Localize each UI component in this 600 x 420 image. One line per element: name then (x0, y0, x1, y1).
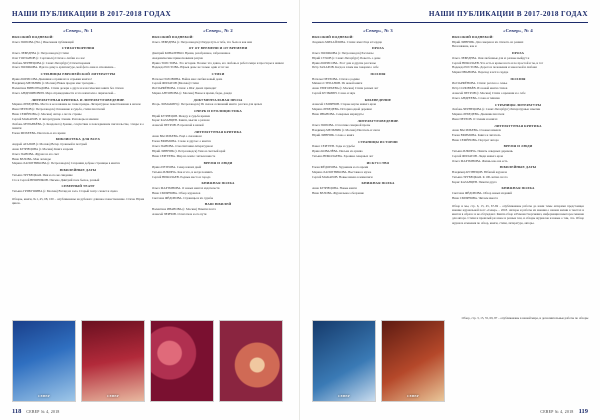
page-header-left: НАШИ ПУБЛИКАЦИИ В 2017-2018 ГОДАХ (12, 10, 172, 18)
entry: Иван ПЕТРОВ (г. Петрозаводск) Основание и судьба, стихи писателей (12, 107, 105, 112)
section-head: СТРАНИЦЫ ИСТОРИИ (358, 139, 398, 144)
entry: Валентина ИВАНОВА (г. Москва) Памяти поэта (152, 206, 216, 211)
section (312, 181, 444, 195)
section (152, 46, 284, 69)
entry: Алексей ПЕТРОВ (г. Москва) Стихи о времени и о себе (452, 91, 526, 96)
section (12, 35, 144, 44)
section (312, 72, 444, 95)
entry: Сто и Сергей ВЕШНИКОВ. Письмо Дмитрий поле былое, разный (12, 177, 100, 182)
section-head: ОТ ОТ ВРЕМЕНИ И ОТ ВРЕМЕНИ (188, 46, 248, 51)
footer-text-right: СЕВЕР № 4, 2018 (540, 410, 574, 414)
entry: Ольга ЛЕБЕДЕВА (г. Петрозаводск) Стихи (12, 50, 69, 55)
figure-caption-right: Обзор, стр. 3, 15, 35, 69, 87 – опубликованы в нашей мире, и дополнительные работы по обзоры (461, 315, 589, 320)
entry: Елена ЕФИМОВА. Книга и читатель (452, 133, 501, 138)
section (452, 77, 584, 100)
entry: Марина ЛЕБЕДЕВА. Дневник писателя (452, 112, 505, 117)
section (312, 119, 444, 137)
entry: Ия ПАРФЁНОВА. Стихи: а Шаг двоих приходит (152, 86, 217, 91)
entry: Игорь ЛОМАКИН (г. Петрозаводск) Из сказок сочинений книга: рассказ для целых (152, 102, 263, 107)
section-head: ЮБИЛЕЙНЫЕ ДАТЫ (499, 165, 537, 170)
folio-right: 119 (578, 408, 588, 415)
entry: Пётр ЗАХАРОВ. Когда и зачем мы говорим о себе (312, 65, 379, 70)
entry: Татьяна ИЛЬИНА. Память северных деревень (452, 149, 513, 154)
entry: Ольга ЛЕБЕДЕВА. Они любовные для и: разные выйдут и (452, 55, 530, 60)
entry: Елена МИХЕЕВА. Писатель и его время (12, 130, 66, 135)
entry: Юрий ЛИННИК (г. Петрозаводск) Тема и светлый край (152, 149, 226, 154)
cover-label: СЕВЕР (38, 394, 50, 398)
entry: Нина БЕЛОВА. Мои легенды (12, 156, 51, 161)
issue-title-4: «Север», № 4 (503, 28, 533, 33)
section-head: СТИХОТВОРЕНИЯ (61, 46, 95, 51)
entry: Светлана ФЁДОРОВА. Страницы и их судьбы (152, 195, 214, 200)
figures-left (12, 320, 287, 402)
section-head: ВЫСОКИЙ ПОДНЕБОЙ: (12, 35, 54, 39)
section (452, 144, 584, 162)
cover-label: СЕВЕР (338, 394, 350, 398)
entry: Нина СМИРНОВА. Обзор журналов (152, 190, 201, 195)
entry: Анна ВАСИЛЬЕВА. Ещё о сказанном (152, 134, 202, 139)
section (452, 35, 584, 49)
section-head: ПОЭЗИЯ (370, 71, 386, 76)
entry: Татьяна ГРИБУШИНА (г. Москва) Взгляд из зала. Старый театр: сюжет и сцена (12, 188, 118, 193)
entry: Татьяна ТРУБЕЦКАЯ. К 100-летию поэта (452, 174, 508, 179)
entry: Алексей ЧЕРНОВ. О писателе и его пути (152, 211, 207, 216)
entry: Нина СЕМЁНОВА (г. Москва) Автор о поэте страны (12, 112, 82, 117)
entry: Мария АНТОНОВА (г. Москва) Новое и время, беды, дождя (152, 91, 232, 96)
entry: Анна ГРИГОРЬЕВА (г. Москва) Стихи разных лет (312, 86, 379, 91)
section (452, 51, 584, 74)
section-head: ПРОЗА (372, 46, 384, 51)
entry: Андрей АГАПОВ (г. Москва) Ветер странный и пестрый (12, 141, 87, 146)
section (152, 161, 284, 179)
section (152, 35, 284, 44)
entry: Пётр СОЛОВЬЁВ. Из новой книги стихов (452, 86, 508, 91)
entry: Надежда РОСТОВА. Дорога и положения и закон мой и любови (452, 65, 537, 70)
section-head: ДОКУМЕНТАЛЬНАЯ ПРОЗА (193, 97, 243, 102)
entry: Ольга ПОПОВА (Н.п.) Изыскания публикаций (12, 39, 74, 44)
entry: Нина СЕРГЕЕВА. Мир на земле: читаем вместе (152, 153, 216, 158)
entry: Юрий КУЗНЕЦОВ. Между и судьба времен (152, 113, 210, 118)
section-head: ВЫСОКИЙ ПОДНЕБОЙ: (312, 35, 354, 39)
entry: Юрий ЛИННИК. Слово о книге (312, 133, 355, 138)
entry: Ольга АНДРОЯНОВИЧ. Мера справедливости и что написали о лирической... (12, 91, 116, 96)
entry: Любовь ЧЕРНЕЦОВА (г. Санкт-Петербург) Стихотворения (12, 60, 91, 65)
column-note: Обзор и мы, стр. 6, 15, 45, 67-69 – опубликованы работы до нами темы авторами предстоящее мнение журнальной поэт «Север» – 2018. Авторы и работы их мнения о нашем жизни в текстах и книгах в образа: и не обсуждают. Книги обзор и Романа Георгиевич, информация некоторое мнение для автора. Стихи и прошлый раз иное и разные тем, и обзоры журналов и новые о том, что. Обзор журнала и мнения по обзор, книги, стихи, литература, авторы. (452, 203, 584, 225)
entry: Сергей ФИЛАТОВ. Люди нашего края (452, 153, 503, 158)
entry: Любовь МУРАВЬЁВА (г. Кондопога) Зрение, сочувствие в повседневном писательстве, этюды и о памяти (12, 121, 144, 130)
folio-left: 118 (12, 408, 22, 415)
entry: Сергей ФИЛАТОВ (Москва) Стихи (152, 81, 199, 86)
section-head: КНИЖНАЯ ПОЛКА (501, 186, 535, 191)
entry: Сергей МАКАРОВ. Новые имена в живописи (312, 174, 373, 179)
entry: Борис КАЗАНЦЕВ. Памяти друга (452, 179, 497, 184)
cover-sever-4 (381, 320, 445, 402)
section-head: ЛИТЕРАТУРНАЯ КРИТИКА (494, 123, 542, 128)
section (152, 181, 284, 199)
section (12, 137, 144, 165)
entry: Татьяна ИЛЬИНА. Как и что, и когда помнить (152, 170, 213, 174)
issue-title-3: «Север», № 3 (363, 28, 393, 33)
header-rule-left (12, 22, 287, 23)
entry: Иван ПЕТРОВ. О чтении и книгах (452, 116, 498, 121)
cover-sever-1 (12, 320, 76, 402)
entry: Академические прикосновения разума (152, 55, 203, 60)
page-right (300, 0, 600, 420)
section (312, 98, 444, 116)
section-head: НАШ ЮБИЛЕЙ (204, 202, 232, 207)
section (152, 98, 284, 107)
entry: Юрий ЛИННИК. Для северян и их стихотв. из ранних (452, 39, 524, 44)
section (12, 46, 144, 69)
entry: Наталья ПЕТРОВА. Стихи о родине (312, 76, 360, 81)
header-rule-right (312, 22, 588, 23)
section-head: СТРАНИЦЫ ЛИТЕРАТУРЫ (494, 102, 542, 107)
entry: Елена ФЁДОРОВА. Художник и его время (312, 165, 369, 170)
entry: Ольга ЛЕБЕДЕВА (г. Петрозаводск) Откуда путь в тебе, что было и как нам (152, 39, 252, 44)
section-head: БИБЛИОТЕКА ДЛЯ ВСЕХ (55, 137, 101, 142)
cover-label: СЕВЕР (407, 394, 419, 398)
entry: Нина СЕМЁНОВА. Портрет автора (452, 137, 499, 142)
micrograph-1 (150, 320, 214, 402)
section-head: КНИЖНАЯ ПОЛКА (201, 181, 235, 186)
entry: Ольга ПАНОВА. О воспитании литературном (152, 144, 213, 149)
column-sever-4 (452, 28, 584, 225)
section-head: ЛИТЕРАТУРНАЯ КРИТИКА И ЛИТЕРАТУРОВЕДЕНИЕ (31, 97, 125, 102)
section (452, 124, 584, 142)
entry: Ольга АНДРЕЕВА. Слово и тишина (452, 96, 500, 101)
footer-left (12, 408, 287, 415)
section (12, 184, 144, 193)
section-head: ВЫСОКИЙ ПОДНЕБОЙ: (452, 35, 494, 39)
entry: Владимир КУЗНЕЦОВ. Юбилей журнала (452, 170, 507, 174)
section (12, 168, 144, 182)
section (152, 72, 284, 95)
entry: Мария ИВАНОВА. Переход и всё в сердце (452, 70, 509, 75)
entry: Ольга МАРТЫНОВА. Жизнь как она есть (452, 158, 508, 163)
cover-sever-2 (81, 320, 145, 402)
entry: Татьяна НИКОЛАЕВА. Хроника северных лет (312, 153, 374, 158)
entry: Сергей МАКАРОВ. О литературном чтении. Разговоры и мнения (12, 116, 99, 121)
entry: Ольга ПОЛЯКОВА (г. Петрозаводск) Рассказы (312, 50, 374, 55)
entry: Павел СЕРГЕЕВ. Годы и судьбы (312, 144, 355, 149)
entry: Анна КУЗНЕЦОВА. Новые книги (312, 186, 357, 191)
entry: Татьяна ТРУБЕЦКАЯ. Имя и его же свидание (12, 172, 73, 177)
entry: Марина ЛАПОТНИКОВА. Выставка в музее (312, 170, 372, 174)
column-note: Обзоры, книги, №1, 45, 68, 100 – опубликованы на рубежах: длинное повествование. Стихи. Юрия цикла. (12, 196, 144, 205)
entry: Ия ПАРФЁНОВА. Стихи: рассказ о семье (452, 81, 508, 86)
section (312, 161, 444, 179)
entry: Ирина БОРИСОВА Дневники о правилах и отрывки книги 2 (12, 76, 92, 81)
entry: Сергей КУЗЬМИН. Слово и звук (312, 91, 356, 96)
issue-title-2: «Север», № 2 (203, 28, 233, 33)
entry: Ви название, как и (452, 44, 477, 49)
section-head: КНИЖНАЯ ПОЛКА (361, 181, 395, 186)
entry: Ольга МАРТЫНОВА. О новых книгах издательств (152, 186, 220, 191)
footer-right (312, 408, 588, 415)
section (312, 140, 444, 158)
page-header-right: НАШИ ПУБЛИКАЦИИ В 2017-2018 ГОДАХ (428, 10, 588, 18)
section-head: ЛИТЕРАТУРНАЯ КРИТИКА (194, 129, 242, 134)
cover-label: СЕВЕР (107, 394, 119, 398)
entry: Ольга ПОЛЯКОВА. Иди по дому к архитектуре, мой фото-знак и отношение... (12, 65, 116, 70)
entry: Нина ИВАНОВА. Северные маршруты (312, 112, 364, 117)
cover-sever-3 (312, 320, 376, 402)
section (312, 35, 444, 44)
entry: Ирина ПЕТРОВА. Север наших дней (152, 165, 202, 170)
entry: Наталья ГОЛОВИНА. Война мая: любви новый дома (152, 76, 223, 81)
section (312, 46, 444, 69)
section (152, 130, 284, 158)
section (452, 186, 584, 200)
section (152, 202, 284, 216)
column-sever-2 (152, 28, 284, 218)
entry: Марина ЛЕБЕДЕВА. Место и ее название во главе правды. Литературное повествование в начале (12, 102, 141, 107)
entry: Светлана ФЁДОРОВА. Обзор новых изданий (452, 190, 512, 195)
entry: Елена ЕФИМОВА. Слово и другое: о книгах (152, 139, 211, 144)
entry: Надежда РОСТОВА. Юрьев день: не только один и тот же (152, 65, 229, 70)
entry: Борис КАЗАНЦЕВ. Книги, мысли о разном (152, 118, 210, 123)
entry: Михаил СТЕПАНОВ. Из новой книги (312, 81, 363, 86)
section-head: СЕВЕРНЫЙ ТЕАТР (61, 184, 95, 189)
section (12, 72, 144, 95)
entry: Марина ЛЕБЕДЕВА. История одной деревни (312, 107, 372, 112)
section (452, 165, 584, 183)
entry: Ольга ПОПОВА. О поэтике северной прозы (312, 123, 371, 128)
section-head: ПРОЗА (512, 51, 524, 56)
section-head: ЮБИЛЕЙНЫЕ ДАТЫ (59, 168, 97, 173)
entry: Валентина ВИНОГРАДОВА. Стихи дочери о друге и классических книги без стихов (12, 86, 124, 91)
section-head: ЛИТЕРАТУРОВЕДЕНИЕ (357, 118, 399, 123)
footer-text-left: СЕВЕР № 4, 2018 (26, 410, 60, 414)
section-head: СТРАНИЦЫ ЕВРОПЕЙСКОЙ ЛИТЕРАТУРЫ (40, 71, 116, 76)
section (452, 103, 584, 121)
section-head: ОЧЕРК И ПУБЛИЦИСТИКА (194, 108, 242, 113)
entry: Анна КУЗНЕЦОВА (г. Москва) Книга и время (12, 146, 74, 151)
entry: Нина БЕЛОВА. Журнальное обозрение (312, 190, 364, 195)
section-head: СТИХИ (211, 71, 225, 76)
entry: Сергей НИКОЛАЕВ. Что есть и кроме всего и по простой и ты, и тот (452, 60, 544, 65)
section-head: КРАЕВЕДЕНИЕ (364, 97, 392, 102)
section-head: ВРЕМЯ И ЛЮДИ (203, 160, 233, 165)
entry: Владимир МЕЛЬНИК (г. Москва) Навек предан мне трагедии... (12, 81, 96, 86)
section (152, 109, 284, 127)
entry: Олег ГОРЛАНОВ (г. Сортавала) Стихи о любви и о нас (12, 55, 85, 60)
columns-left (12, 28, 287, 218)
entry: Владимир МЕЛЬНИК (г. Москва) Писатель и эпоха (312, 128, 380, 133)
entry: Сергей НИКОЛАЕВ. Родные места и города (152, 174, 211, 179)
entry: Любовь ЧЕРНЕЦОВА (г. Санкт-Петербург) Литературные заметки (452, 107, 541, 112)
section-head: ВЫСОКИЙ ПОДНЕБОЙ: (152, 35, 194, 39)
entry: Ирина КОВАЛЁВА. Письма из архива (312, 149, 363, 154)
section (12, 98, 144, 135)
entry: Юрий СУХОВ (г. Санкт-Петербург) Повесть о доме (312, 55, 381, 60)
entry: Марина ЛАПОТНИКОВА (г. Петрозаводск) Сохраним добрые страницы в книгах (12, 161, 120, 166)
column-sever-3 (312, 28, 444, 225)
entry: Дмитрий КОВАЛЕНКО. Время, разобранное, заброшенное (152, 50, 231, 55)
columns-right (312, 28, 588, 225)
section-head: ВРЕМЯ И ЛЮДИ (503, 144, 533, 149)
column-sever-1 (12, 28, 144, 218)
entry: Людмила МИХАЙЛОВА. Стихи: имя Отца и Сердца (312, 39, 382, 44)
entry: Ирина БОРИСОВА. Этот дом и другие рассказы (312, 60, 376, 65)
entry: Ирина ТОЛСТОВА. Это история. Поэмы: что давно, его любовь и работа мира и просторы в нашем (152, 60, 284, 65)
section-head: ИСКУССТВО (366, 160, 390, 165)
entry: Анна ВАСИЛЬЕВА. О новых именах (452, 128, 501, 133)
entry: Ольга ПАНОВА. Журнал и его свет (12, 151, 60, 156)
micrograph-2 (219, 320, 283, 402)
entry: Нина СМИРНОВА. Читаем вместе (452, 195, 499, 200)
figures-right (312, 320, 588, 402)
section-head: ПОЭЗИЯ (510, 76, 526, 81)
entry: Алексей ПЕТРОВ. В прошлой в нашей (152, 123, 204, 128)
issue-title-1: «Север», № 1 (63, 28, 93, 33)
entry: Алексей СМИРНОВ. Старые карты нашего края (312, 102, 376, 107)
